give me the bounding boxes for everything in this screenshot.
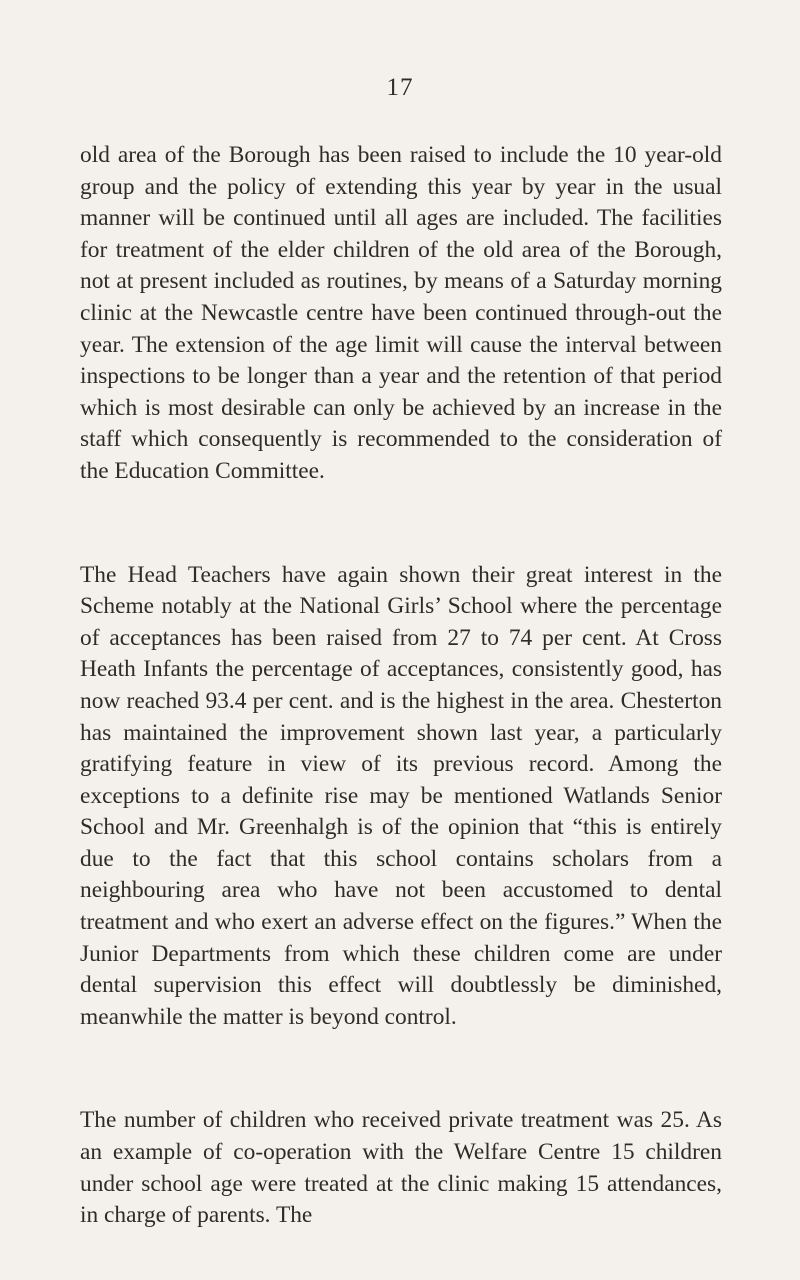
paragraph-2: The Head Teachers have again shown their great interest in the Scheme notably at the National Girls’ School where the percentage of acceptances has been raised from 27 to 74 per cent. At Cross Heath Infants the percentage of acceptances, consistently good, has now reached 93.4 per cent. and is the highest in the area. Chesterton has maintained the improvement shown last year, a particularly gratifying feature in view of its previous record. Among the exceptions to a definite rise may be mentioned Watlands Senior School and Mr. Greenhalgh is of the opinion that “this is entirely due to the fact that this school contains scholars from a neighbouring area who have not been accustomed to dental treatment and who exert an adverse effect on the figures.” When the Junior Departments from which these children come are under dental supervision this effect will doubtlessly be diminished, meanwhile the matter is beyond control.: [80, 561, 722, 1030]
paragraph-1: old area of the Borough has been raised to include the 10 year-old group and the policy of extending this year by year in the usual manner will be continued until all ages are included. The facilities for treatment of the elder children of the old area of the Borough, not at present included as routines, by means of a Saturday morning clinic at the Newcastle centre have been continued through-out the year. The extension of the age limit will cause the interval between inspections to be longer than a year and the retention of that period which is most desirable can only be achieved by an increase in the staff which consequently is recommended to the consideration of the Education Committee.: [80, 142, 722, 484]
paragraph-3: The number of children who received private treatment was 25. As an example of co-operation with the Welfare Centre 15 children under school age were treated at the clinic making 15 attendances, in charge of parents. The: [80, 1107, 722, 1229]
body-text: [80, 140, 722, 1232]
page-number: 17: [386, 74, 414, 101]
